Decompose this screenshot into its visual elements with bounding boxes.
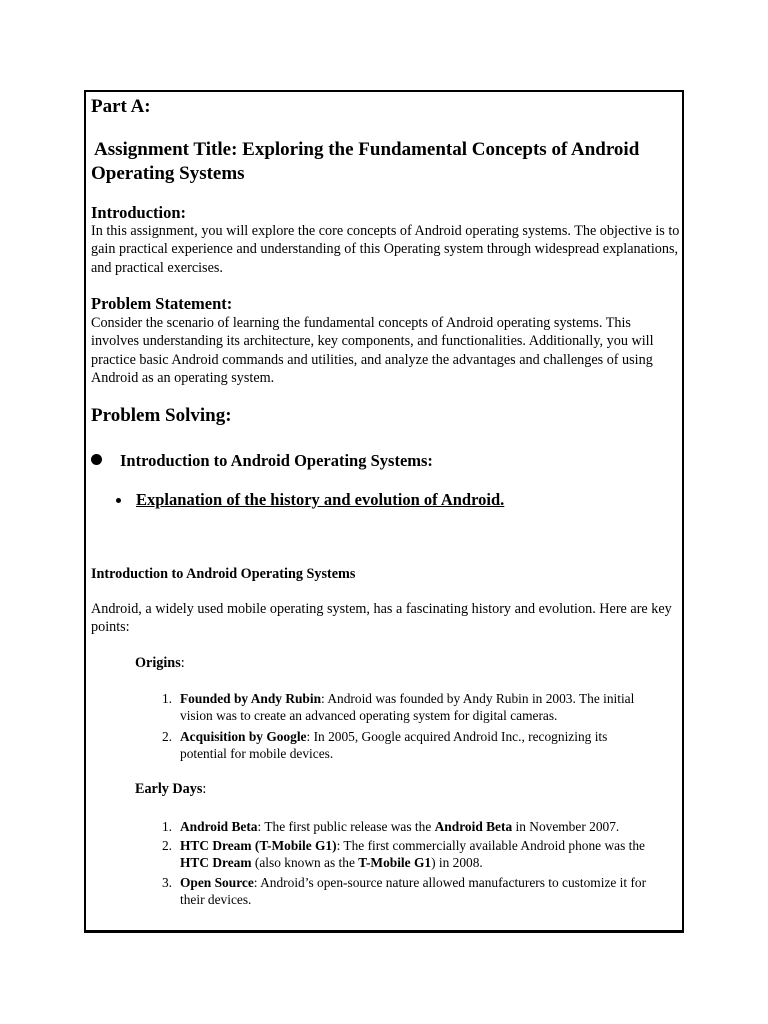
list-item-number: 1. (161, 819, 172, 834)
list-item-text (180, 874, 656, 909)
list-item-number: 2. (161, 729, 172, 744)
list-item-body: : Android was founded by Andy Rubin in 2003. The initial vision was to create an advanced operating system for digital cameras. (180, 691, 635, 724)
early-days-heading (135, 781, 206, 798)
list-item-body: : The first commercially available Android phone was the (336, 838, 645, 853)
assignment-title (91, 138, 681, 186)
list-item-text (180, 818, 656, 835)
list-item-body: : In 2005, Google acquired Android Inc., recognizing its potential for mobile devices. (180, 729, 608, 762)
list-item-text (180, 837, 656, 872)
section-heading: Introduction to Android Operating Systems (91, 566, 356, 582)
sub-bullet-dot-icon (116, 498, 121, 503)
list-item-number: 1. (161, 691, 172, 706)
list-item-body: : The first public release was the (257, 819, 435, 834)
page-border-bottom-rule (84, 932, 684, 935)
list-item-number: 3. (161, 875, 172, 890)
part-label: Part A: (91, 96, 151, 117)
early-days-label: Early Days (135, 781, 203, 797)
list-item-body: (also known as the (251, 855, 359, 871)
introduction-text: In this assignment, you will explore the core concepts of Android operating systems. The objective is to gain practical experience and understanding of this Operating system through widespread explanations, and practical exercises. (91, 223, 680, 276)
list-item-bold: Founded by Andy Rubin (180, 691, 322, 706)
list-item-body: ) in 2008. (431, 855, 483, 871)
sub-bullet-history: Explanation of the history and evolution of Android. (136, 490, 505, 509)
early-days-colon: : (202, 781, 207, 797)
assignment-title-line-2: Operating Systems (91, 163, 245, 184)
list-item-bold: Android Beta (180, 819, 258, 834)
list-item-bold: Open Source (180, 875, 254, 890)
origins-label: Origins (135, 655, 181, 671)
bullet-dot-icon (91, 454, 102, 465)
assignment-title-line-1: Assignment Title: Exploring the Fundamental Concepts of Android (94, 139, 640, 160)
list-item-bold: Android Beta (434, 819, 513, 834)
list-item-body: : Android’s open-source nature allowed manufacturers to customize it for their devices. (180, 875, 647, 908)
introduction-heading: Introduction: (91, 203, 187, 222)
problem-solving-heading: Problem Solving: (91, 405, 232, 426)
list-item-text (180, 690, 656, 725)
list-item-bold: T-Mobile G1 (358, 855, 432, 871)
list-item-number: 2. (161, 838, 172, 853)
list-item-bold: HTC Dream (T-Mobile G1) (180, 838, 337, 853)
list-item-text (180, 728, 656, 763)
list-item-body: in November 2007. (512, 819, 620, 834)
list-item-bold: HTC Dream (180, 855, 252, 871)
list-item-bold: Acquisition by Google (180, 729, 307, 744)
origins-heading (135, 655, 185, 672)
bullet-android-intro: Introduction to Android Operating Systems: (120, 451, 433, 470)
origins-colon: : (180, 655, 185, 671)
problem-statement-heading: Problem Statement: (91, 294, 233, 313)
section-intro-text: Android, a widely used mobile operating system, has a fascinating history and evolution. Here are key points: (91, 601, 672, 636)
problem-statement-text: Consider the scenario of learning the fundamental concepts of Android operating systems. This involves understanding its architecture, key components, and functionalities. Additionally, you will practice basic Android commands and utilities, and analyze the advantages and challenges of using Android as an operating system. (91, 315, 654, 386)
